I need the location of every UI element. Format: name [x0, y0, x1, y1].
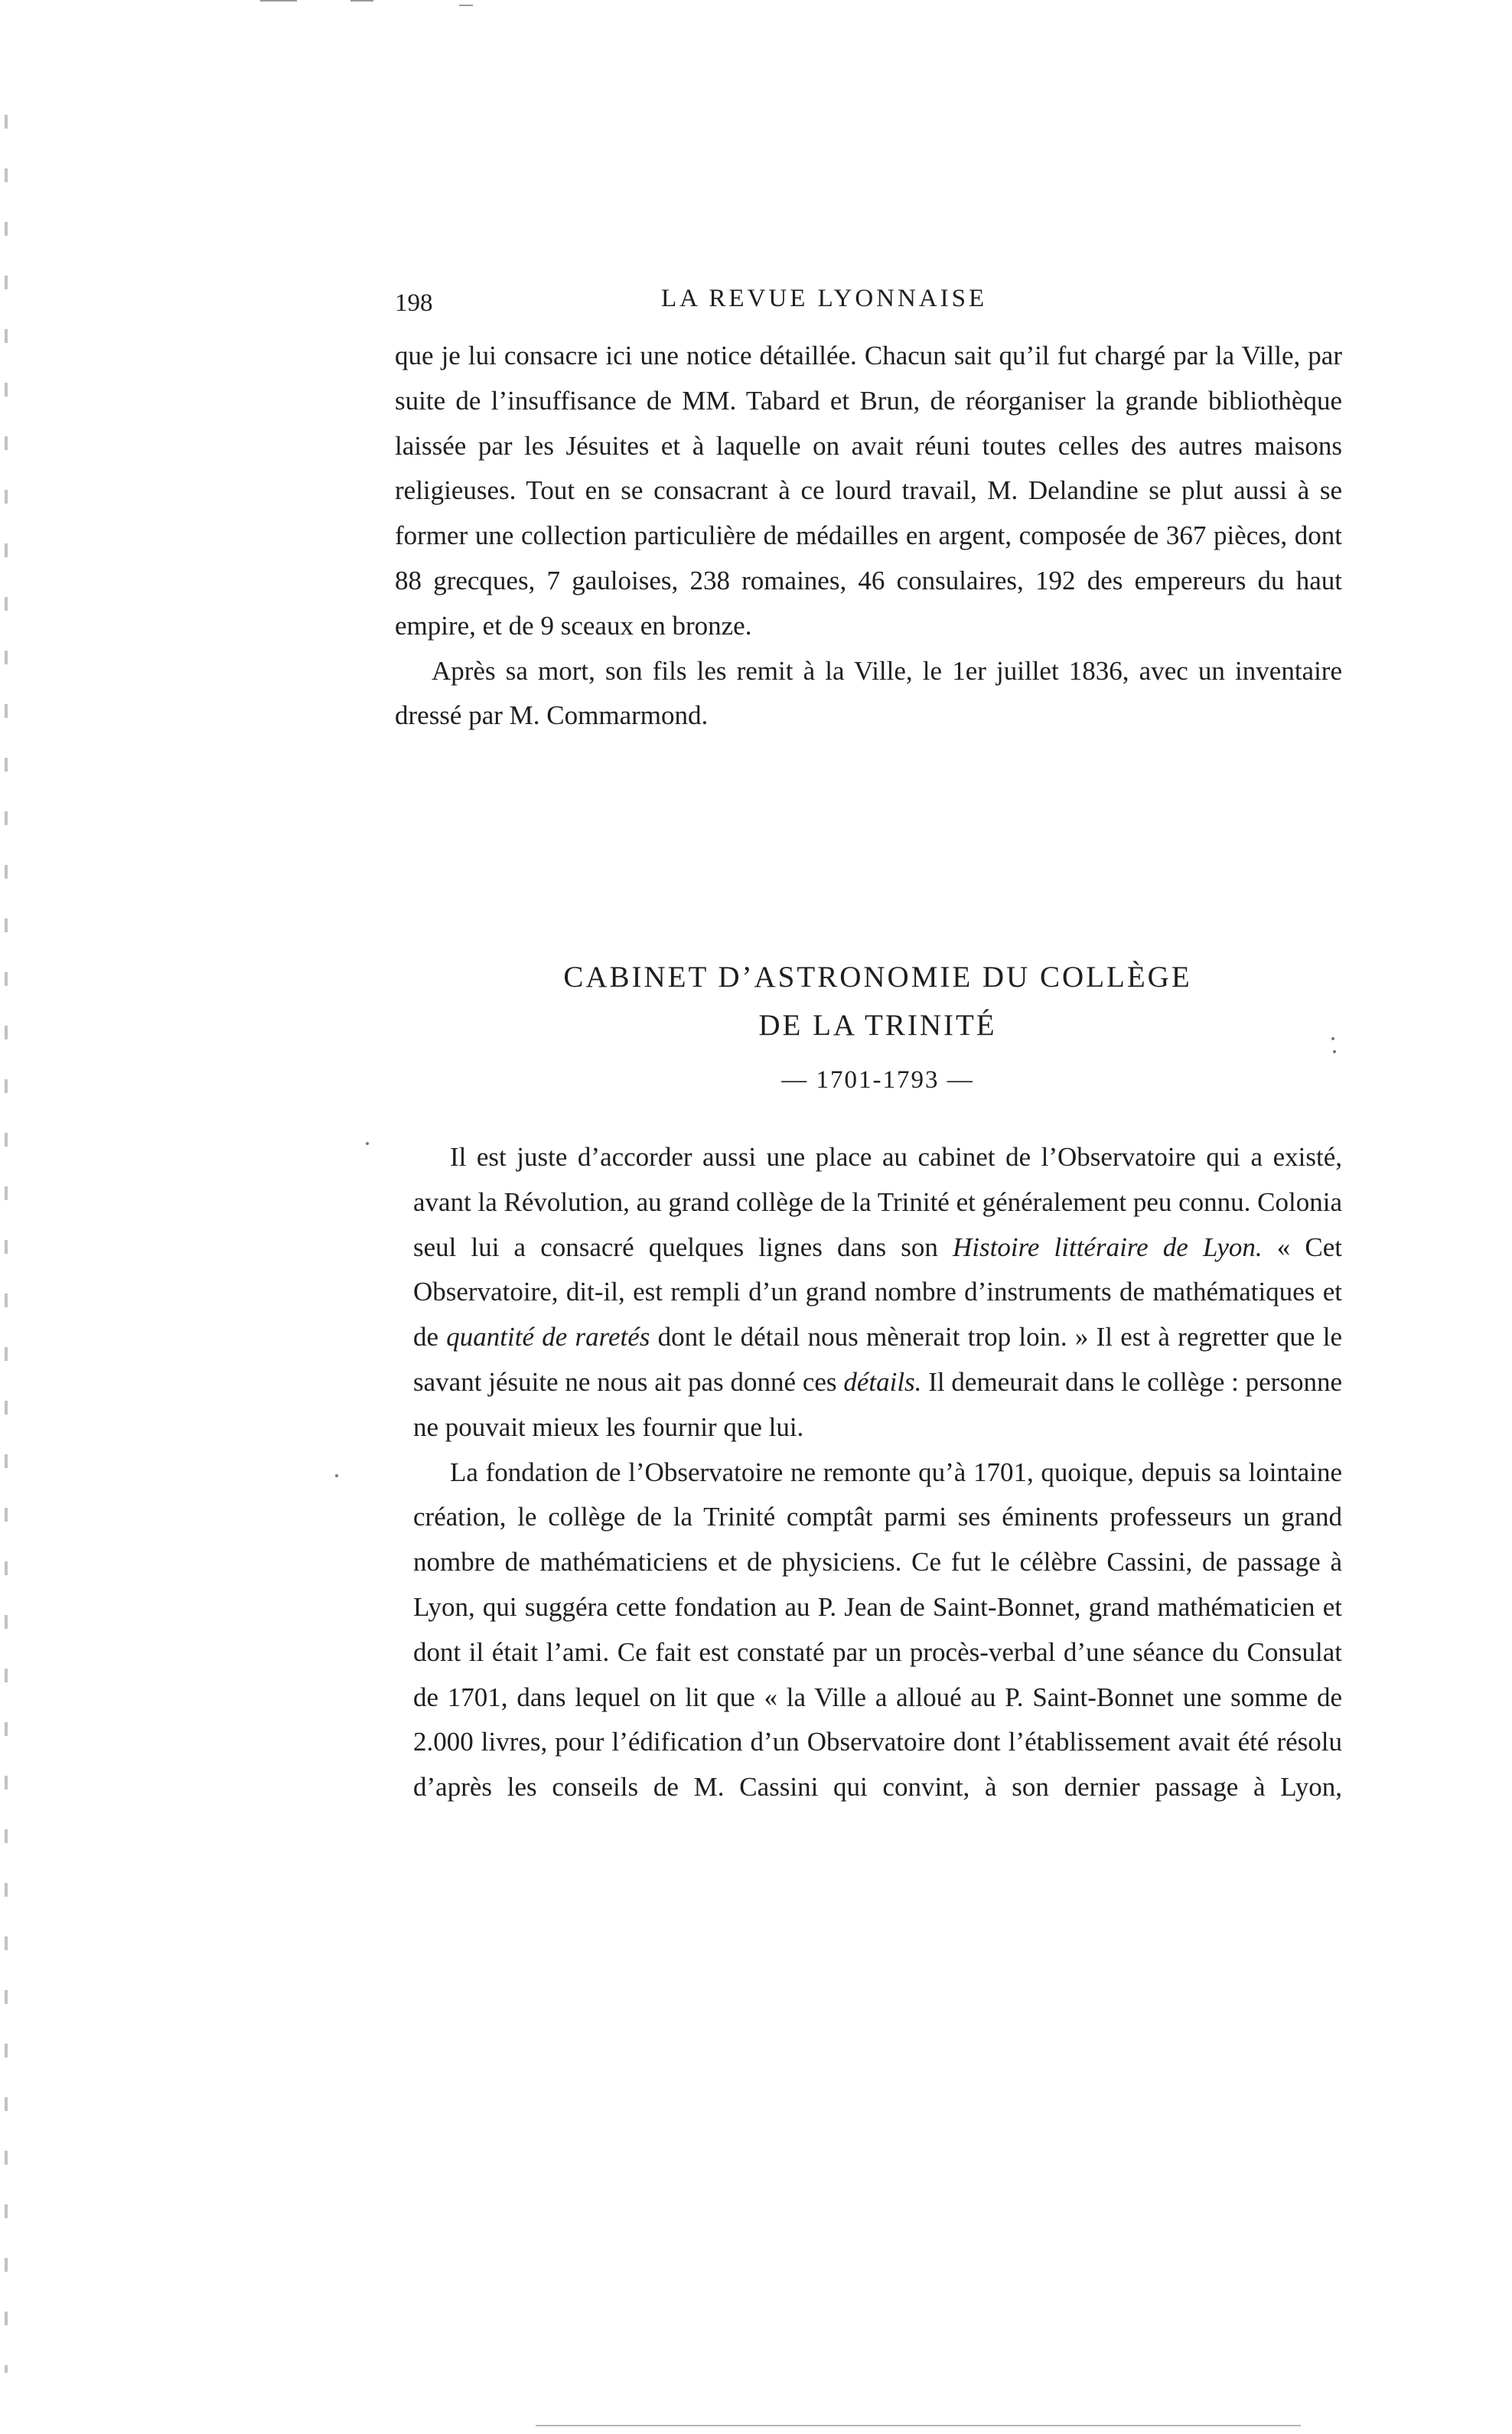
text-run: « Cet Observatoire, dit-il, est rempli d’un grand nombre d’instruments de mathématiques et de — [413, 1232, 1342, 1352]
scan-speck — [335, 1474, 338, 1477]
paragraph — [413, 1135, 1342, 1450]
scan-artifact-line — [459, 5, 473, 6]
emphasis: quantité de raretés — [446, 1322, 650, 1352]
body-text-section — [413, 1135, 1342, 1810]
running-header — [395, 285, 1342, 323]
section-title-line: DE LA TRINITÉ — [758, 1009, 997, 1042]
section-title-line: CABINET D’ASTRONOMIE DU COLLÈGE — [563, 961, 1192, 994]
book-title: Histoire littéraire de Lyon. — [953, 1232, 1263, 1262]
section-title — [413, 953, 1342, 1049]
page-number: 198 — [395, 289, 433, 317]
text-run: dont le détail nous mènerait trop loin. » Il est à regretter que le savant jésuite ne nous ait pas donné ces — [413, 1322, 1342, 1397]
emphasis: détails. — [843, 1366, 922, 1397]
paragraph: que je lui consacre ici une notice détaillée. Chacun sait qu’il fut chargé par la Ville, par suite de l’insuffisance de MM. Tabard et Brun, de réorganiser la grande bibliothèque laissée par les Jésuites et à laquelle on avait réuni toutes celles des autres maisons religieuses. Tout en se consacrant à ce lourd travail, M. Delandine se plut aussi à se former une collection particulière de médailles en argent, composée de 367 pièces, dont 88 grecques, 7 gauloises, 238 romaines, 46 consulaires, 192 des empereurs du haut empire, et de 9 sceaux en bronze. — [395, 341, 1342, 641]
section-dates: — 1701-1793 — — [781, 1066, 974, 1094]
text-run: Il demeurait dans le collège : personne ne pouvait mieux les fournir que lui. — [413, 1366, 1342, 1442]
scan-artifact-line — [260, 0, 297, 2]
body-text-top — [395, 334, 1342, 739]
running-title: LA REVUE LYONNAISE — [661, 285, 988, 312]
scan-margin-marks — [5, 115, 8, 2373]
scan-artifact-line — [350, 0, 373, 2]
paragraph: La fondation de l’Observatoire ne remonte qu’à 1701, quoique, depuis sa lointaine création, le collège de la Trinité comptât parmi ses éminents professeurs un grand nombre de mathématiciens et de physiciens. Ce fut le célèbre Cassini, de passage à Lyon, qui suggéra cette fondation au P. Jean de Saint-Bonnet, grand mathématicien et dont il était l’ami. Ce fait est constaté par un procès-verbal d’une séance du Consulat de 1701, dans lequel on lit que « la Ville a alloué au P. Saint-Bonnet une somme de 2.000 livres, pour l’édification d’un Observatoire dont l’établissement avait été résolu d’après les conseils de M. Cassini qui convint, à son dernier passage à Lyon, — [413, 1457, 1342, 1803]
text-run: Il est juste d’accorder aussi une place au cabinet de l’Observatoire qui a existé, avant la Révolution, au grand collège de la Trinité et généralement peu connu. Colonia seul lui a consacré quelques lignes dans son — [413, 1142, 1342, 1262]
scan-speck — [366, 1142, 369, 1145]
scan-speck — [1333, 1050, 1336, 1053]
paragraph: Après sa mort, son fils les remit à la Ville, le 1er juillet 1836, avec un inventaire dressé par M. Commarmond. — [395, 655, 1342, 731]
scan-artifact-line — [536, 2425, 1301, 2426]
